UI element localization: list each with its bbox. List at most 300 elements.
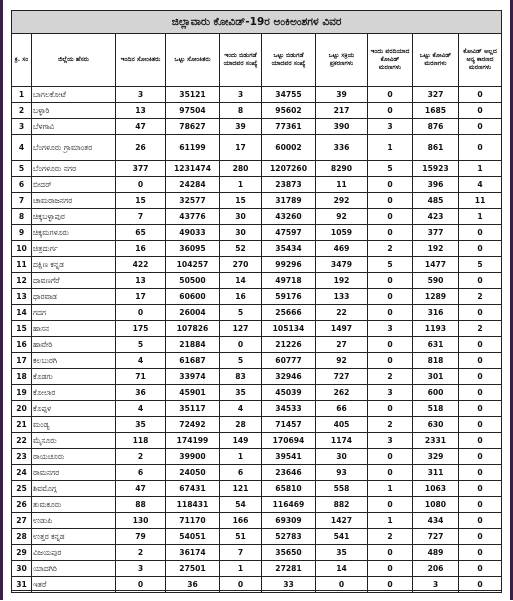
today-discharged-cell: 14 xyxy=(220,273,262,289)
active-cases-cell: 8290 xyxy=(316,161,368,177)
active-cases-cell: 30 xyxy=(316,449,368,465)
today-deaths-cell: 0 xyxy=(368,577,413,593)
today-discharged-cell: 39 xyxy=(220,119,262,135)
district-cell: ಶಿವಮೊಗ್ಗ xyxy=(32,481,116,497)
non-covid-deaths-cell: 0 xyxy=(459,529,502,545)
active-cases-cell: 3479 xyxy=(316,257,368,273)
today-discharged-cell: 0 xyxy=(220,577,262,593)
today-deaths-cell: 2 xyxy=(368,369,413,385)
active-cases-cell: 336 xyxy=(316,135,368,161)
district-cell: ರಾಯಚೂರು xyxy=(32,449,116,465)
non-covid-deaths-cell: 0 xyxy=(459,241,502,257)
total-discharged-cell: 60002 xyxy=(262,135,316,161)
district-cell: ಮೈಸೂರು xyxy=(32,433,116,449)
total-deaths-cell: 590 xyxy=(413,273,459,289)
total-deaths-cell: 206 xyxy=(413,561,459,577)
district-cell: ಚಾಮರಾಜನಗರ xyxy=(32,193,116,209)
active-cases-cell: 192 xyxy=(316,273,368,289)
today-discharged-cell: 16 xyxy=(220,289,262,305)
serial-cell: 28 xyxy=(12,529,32,545)
total-infected-cell: 104257 xyxy=(166,257,220,273)
today-discharged-cell: 8 xyxy=(220,103,262,119)
total-discharged-cell: 35434 xyxy=(262,241,316,257)
serial-cell: 10 xyxy=(12,241,32,257)
table-row xyxy=(12,119,502,135)
total-discharged-cell: 105134 xyxy=(262,321,316,337)
today-deaths-cell: 0 xyxy=(368,103,413,119)
table-row xyxy=(12,481,502,497)
total-infected-cell: 49033 xyxy=(166,225,220,241)
total-discharged-cell: 25666 xyxy=(262,305,316,321)
today-discharged-cell: 4 xyxy=(220,401,262,417)
non-covid-deaths-cell: 0 xyxy=(459,577,502,593)
non-covid-deaths-cell: 0 xyxy=(459,417,502,433)
non-covid-deaths-cell: 0 xyxy=(459,449,502,465)
total-deaths-cell: 316 xyxy=(413,305,459,321)
table-row xyxy=(12,337,502,353)
serial-cell: 23 xyxy=(12,449,32,465)
table-row xyxy=(12,449,502,465)
serial-cell: 21 xyxy=(12,417,32,433)
serial-cell: 16 xyxy=(12,337,32,353)
total-infected-cell: 107826 xyxy=(166,321,220,337)
district-cell: ಕೊಪ್ಪಳ xyxy=(32,401,116,417)
today-discharged-cell: 52 xyxy=(220,241,262,257)
today-infected-cell: 7 xyxy=(116,209,166,225)
district-cell: ಉಡುಪಿ xyxy=(32,513,116,529)
today-deaths-cell: 5 xyxy=(368,257,413,273)
total-deaths-cell: 861 xyxy=(413,135,459,161)
serial-cell: 27 xyxy=(12,513,32,529)
total-infected-cell: 50500 xyxy=(166,273,220,289)
today-deaths-cell: 5 xyxy=(368,161,413,177)
today-discharged-cell: 166 xyxy=(220,513,262,529)
table-row xyxy=(12,193,502,209)
today-deaths-cell: 0 xyxy=(368,209,413,225)
active-cases-cell: 92 xyxy=(316,353,368,369)
header-serial: ಕ್ರ. ಸಂ xyxy=(12,34,32,87)
today-infected-cell: 130 xyxy=(116,513,166,529)
today-deaths-cell: 0 xyxy=(368,337,413,353)
today-infected-cell: 2 xyxy=(116,545,166,561)
total-infected-cell: 36174 xyxy=(166,545,220,561)
today-deaths-cell: 0 xyxy=(368,561,413,577)
serial-cell: 9 xyxy=(12,225,32,241)
non-covid-deaths-cell: 0 xyxy=(459,353,502,369)
district-cell: ಹಾವೇರಿ xyxy=(32,337,116,353)
non-covid-deaths-cell: 11 xyxy=(459,193,502,209)
today-deaths-cell: 0 xyxy=(368,177,413,193)
today-infected-cell: 118 xyxy=(116,433,166,449)
total-deaths-cell: 3 xyxy=(413,577,459,593)
district-cell: ಚಿಕ್ಕಬಳ್ಳಾಪುರ xyxy=(32,209,116,225)
active-cases-cell: 133 xyxy=(316,289,368,305)
serial-cell: 29 xyxy=(12,545,32,561)
total-infected-cell: 174199 xyxy=(166,433,220,449)
header-total-deaths: ಒಟ್ಟು ಕೋವಿಡ್ ಮರಣಗಳು xyxy=(413,34,459,87)
active-cases-cell: 390 xyxy=(316,119,368,135)
total-discharged-cell: 95602 xyxy=(262,103,316,119)
today-infected-cell: 71 xyxy=(116,369,166,385)
total-discharged-cell: 69309 xyxy=(262,513,316,529)
today-discharged-cell: 30 xyxy=(220,209,262,225)
district-cell: ದಕ್ಷಿಣ ಕನ್ನಡ xyxy=(32,257,116,273)
total-infected-cell: 24284 xyxy=(166,177,220,193)
today-deaths-cell: 0 xyxy=(368,353,413,369)
today-discharged-cell: 127 xyxy=(220,321,262,337)
today-discharged-cell: 0 xyxy=(220,337,262,353)
total-deaths-cell: 396 xyxy=(413,177,459,193)
total-deaths-cell: 876 xyxy=(413,119,459,135)
serial-cell: 22 xyxy=(12,433,32,449)
total-discharged-cell: 60777 xyxy=(262,353,316,369)
table-row xyxy=(12,433,502,449)
today-infected-cell: 5 xyxy=(116,337,166,353)
total-deaths-cell: 2331 xyxy=(413,433,459,449)
serial-cell: 7 xyxy=(12,193,32,209)
non-covid-deaths-cell: 0 xyxy=(459,465,502,481)
non-covid-deaths-cell: 0 xyxy=(459,135,502,161)
serial-cell: 4 xyxy=(12,135,32,161)
active-cases-cell: 27 xyxy=(316,337,368,353)
total-discharged-cell: 21226 xyxy=(262,337,316,353)
table-body xyxy=(12,87,502,593)
serial-cell: 19 xyxy=(12,385,32,401)
table-row xyxy=(12,177,502,193)
table-row xyxy=(12,545,502,561)
total-deaths-cell: 15923 xyxy=(413,161,459,177)
today-deaths-cell: 1 xyxy=(368,513,413,529)
table-row xyxy=(12,321,502,337)
non-covid-deaths-cell: 0 xyxy=(459,103,502,119)
today-discharged-cell: 54 xyxy=(220,497,262,513)
district-cell: ಬೀದರ್ xyxy=(32,177,116,193)
today-infected-cell: 88 xyxy=(116,497,166,513)
today-discharged-cell: 30 xyxy=(220,225,262,241)
non-covid-deaths-cell: 0 xyxy=(459,497,502,513)
table-row xyxy=(12,305,502,321)
table-row xyxy=(12,241,502,257)
district-cell: ದಾವಣಗೆರೆ xyxy=(32,273,116,289)
table-row xyxy=(12,513,502,529)
total-infected-cell: 78627 xyxy=(166,119,220,135)
today-infected-cell: 65 xyxy=(116,225,166,241)
total-infected-cell: 61687 xyxy=(166,353,220,369)
total-discharged-cell: 32946 xyxy=(262,369,316,385)
total-infected-cell: 26004 xyxy=(166,305,220,321)
serial-cell: 30 xyxy=(12,561,32,577)
total-discharged-cell: 77361 xyxy=(262,119,316,135)
today-discharged-cell: 121 xyxy=(220,481,262,497)
total-discharged-cell: 45039 xyxy=(262,385,316,401)
today-discharged-cell: 270 xyxy=(220,257,262,273)
active-cases-cell: 0 xyxy=(316,577,368,593)
today-discharged-cell: 28 xyxy=(220,417,262,433)
district-cell: ಧಾರವಾಡ xyxy=(32,289,116,305)
serial-cell: 20 xyxy=(12,401,32,417)
non-covid-deaths-cell: 2 xyxy=(459,321,502,337)
table-row xyxy=(12,497,502,513)
header-district: ಜಿಲ್ಲೆಯ ಹೆಸರು xyxy=(32,34,116,87)
district-cell: ಕಲಬುರಗಿ xyxy=(32,353,116,369)
active-cases-cell: 558 xyxy=(316,481,368,497)
today-discharged-cell: 83 xyxy=(220,369,262,385)
active-cases-cell: 11 xyxy=(316,177,368,193)
non-covid-deaths-cell: 0 xyxy=(459,513,502,529)
today-infected-cell: 0 xyxy=(116,177,166,193)
today-infected-cell: 4 xyxy=(116,353,166,369)
district-cell: ತುಮಕೂರು xyxy=(32,497,116,513)
active-cases-cell: 1059 xyxy=(316,225,368,241)
today-deaths-cell: 2 xyxy=(368,529,413,545)
total-discharged-cell: 43260 xyxy=(262,209,316,225)
non-covid-deaths-cell: 0 xyxy=(459,87,502,103)
district-cell: ಬೆಂಗಳೂರು ನಗರ xyxy=(32,161,116,177)
non-covid-deaths-cell: 0 xyxy=(459,369,502,385)
today-discharged-cell: 1 xyxy=(220,561,262,577)
district-cell: ಬೆಳಗಾವಿ xyxy=(32,119,116,135)
non-covid-deaths-cell: 0 xyxy=(459,385,502,401)
total-deaths-cell: 423 xyxy=(413,209,459,225)
non-covid-deaths-cell: 1 xyxy=(459,161,502,177)
header-total-discharged: ಒಟ್ಟು ಬಿಡುಗಡೆ ಯಾದವರ ಸಂಖ್ಯೆ xyxy=(262,34,316,87)
today-discharged-cell: 280 xyxy=(220,161,262,177)
table-row xyxy=(12,289,502,305)
active-cases-cell: 22 xyxy=(316,305,368,321)
non-covid-deaths-cell: 5 xyxy=(459,257,502,273)
serial-cell: 11 xyxy=(12,257,32,273)
district-cell: ಚಿಕ್ಕಮಗಳೂರು xyxy=(32,225,116,241)
non-covid-deaths-cell: 4 xyxy=(459,177,502,193)
total-deaths-cell: 727 xyxy=(413,529,459,545)
active-cases-cell: 39 xyxy=(316,87,368,103)
active-cases-cell: 1174 xyxy=(316,433,368,449)
cut-off-row xyxy=(11,590,501,601)
active-cases-cell: 882 xyxy=(316,497,368,513)
total-deaths-cell: 1080 xyxy=(413,497,459,513)
table-row xyxy=(12,273,502,289)
total-deaths-cell: 192 xyxy=(413,241,459,257)
active-cases-cell: 217 xyxy=(316,103,368,119)
today-discharged-cell: 1 xyxy=(220,449,262,465)
total-discharged-cell: 39541 xyxy=(262,449,316,465)
non-covid-deaths-cell: 0 xyxy=(459,561,502,577)
total-deaths-cell: 600 xyxy=(413,385,459,401)
today-deaths-cell: 1 xyxy=(368,135,413,161)
serial-cell: 18 xyxy=(12,369,32,385)
total-infected-cell: 1231474 xyxy=(166,161,220,177)
district-cell: ಕೊಡಗು xyxy=(32,369,116,385)
non-covid-deaths-cell: 0 xyxy=(459,481,502,497)
total-discharged-cell: 31789 xyxy=(262,193,316,209)
active-cases-cell: 35 xyxy=(316,545,368,561)
total-deaths-cell: 1063 xyxy=(413,481,459,497)
total-infected-cell: 45901 xyxy=(166,385,220,401)
header-active-cases: ಒಟ್ಟು ಸಕ್ರಿಯ ಪ್ರಕರಣಗಳು xyxy=(316,34,368,87)
today-deaths-cell: 3 xyxy=(368,119,413,135)
today-infected-cell: 13 xyxy=(116,273,166,289)
today-deaths-cell: 0 xyxy=(368,497,413,513)
non-covid-deaths-cell: 2 xyxy=(459,289,502,305)
today-deaths-cell: 3 xyxy=(368,385,413,401)
today-discharged-cell: 5 xyxy=(220,353,262,369)
total-deaths-cell: 327 xyxy=(413,87,459,103)
table-row xyxy=(12,161,502,177)
serial-cell: 25 xyxy=(12,481,32,497)
total-deaths-cell: 1685 xyxy=(413,103,459,119)
total-discharged-cell: 59176 xyxy=(262,289,316,305)
total-discharged-cell: 1207260 xyxy=(262,161,316,177)
today-infected-cell: 4 xyxy=(116,401,166,417)
total-deaths-cell: 485 xyxy=(413,193,459,209)
total-discharged-cell: 34755 xyxy=(262,87,316,103)
district-cell: ಬಳ್ಳಾರಿ xyxy=(32,103,116,119)
header-today-deaths: ಇಂದು ವರದಿಯಾದ ಕೋವಿಡ್ ಮರಣಗಳು xyxy=(368,34,413,87)
table-row xyxy=(12,135,502,161)
serial-cell: 6 xyxy=(12,177,32,193)
total-discharged-cell: 116469 xyxy=(262,497,316,513)
district-cell: ವಿಜಯಪುರ xyxy=(32,545,116,561)
today-discharged-cell: 7 xyxy=(220,545,262,561)
active-cases-cell: 66 xyxy=(316,401,368,417)
total-infected-cell: 67431 xyxy=(166,481,220,497)
total-deaths-cell: 301 xyxy=(413,369,459,385)
total-deaths-cell: 489 xyxy=(413,545,459,561)
table-row xyxy=(12,353,502,369)
district-cell: ಗದಗ xyxy=(32,305,116,321)
today-infected-cell: 0 xyxy=(116,305,166,321)
total-discharged-cell: 47597 xyxy=(262,225,316,241)
table-row xyxy=(12,401,502,417)
district-cell: ಇತರೆ xyxy=(32,577,116,593)
non-covid-deaths-cell: 0 xyxy=(459,225,502,241)
total-discharged-cell: 170694 xyxy=(262,433,316,449)
total-discharged-cell: 34533 xyxy=(262,401,316,417)
today-infected-cell: 0 xyxy=(116,577,166,593)
today-deaths-cell: 0 xyxy=(368,289,413,305)
serial-cell: 8 xyxy=(12,209,32,225)
serial-cell: 31 xyxy=(12,577,32,593)
active-cases-cell: 93 xyxy=(316,465,368,481)
total-infected-cell: 27501 xyxy=(166,561,220,577)
serial-cell: 26 xyxy=(12,497,32,513)
total-deaths-cell: 434 xyxy=(413,513,459,529)
total-deaths-cell: 818 xyxy=(413,353,459,369)
today-infected-cell: 17 xyxy=(116,289,166,305)
non-covid-deaths-cell: 0 xyxy=(459,119,502,135)
active-cases-cell: 541 xyxy=(316,529,368,545)
today-discharged-cell: 5 xyxy=(220,305,262,321)
active-cases-cell: 1427 xyxy=(316,513,368,529)
total-deaths-cell: 377 xyxy=(413,225,459,241)
total-deaths-cell: 1477 xyxy=(413,257,459,273)
today-deaths-cell: 0 xyxy=(368,401,413,417)
table-title: ಜಿಲ್ಲಾವಾರು ಕೋವಿಡ್-19ರ ಅಂಕಿಅಂಶಗಳ ವಿವರ xyxy=(12,11,502,34)
today-discharged-cell: 149 xyxy=(220,433,262,449)
today-infected-cell: 47 xyxy=(116,119,166,135)
total-infected-cell: 35121 xyxy=(166,87,220,103)
serial-cell: 13 xyxy=(12,289,32,305)
today-infected-cell: 3 xyxy=(116,561,166,577)
active-cases-cell: 262 xyxy=(316,385,368,401)
today-infected-cell: 16 xyxy=(116,241,166,257)
serial-cell: 2 xyxy=(12,103,32,119)
today-discharged-cell: 1 xyxy=(220,177,262,193)
active-cases-cell: 469 xyxy=(316,241,368,257)
header-today-discharged: ಇಂದು ಬಿಡುಗಡೆ ಯಾದವರ ಸಂಖ್ಯೆ xyxy=(220,34,262,87)
active-cases-cell: 405 xyxy=(316,417,368,433)
serial-cell: 24 xyxy=(12,465,32,481)
serial-cell: 14 xyxy=(12,305,32,321)
serial-cell: 1 xyxy=(12,87,32,103)
serial-cell: 3 xyxy=(12,119,32,135)
header-today-infected: ಇಂದಿನ ಸೋಂಕಿತರು xyxy=(116,34,166,87)
today-deaths-cell: 0 xyxy=(368,225,413,241)
table-row xyxy=(12,225,502,241)
today-discharged-cell: 3 xyxy=(220,87,262,103)
active-cases-cell: 727 xyxy=(316,369,368,385)
today-deaths-cell: 1 xyxy=(368,481,413,497)
total-deaths-cell: 311 xyxy=(413,465,459,481)
non-covid-deaths-cell: 0 xyxy=(459,545,502,561)
today-deaths-cell: 0 xyxy=(368,193,413,209)
today-deaths-cell: 2 xyxy=(368,417,413,433)
today-infected-cell: 422 xyxy=(116,257,166,273)
serial-cell: 5 xyxy=(12,161,32,177)
total-discharged-cell: 33 xyxy=(262,577,316,593)
today-deaths-cell: 0 xyxy=(368,273,413,289)
total-infected-cell: 61199 xyxy=(166,135,220,161)
active-cases-cell: 92 xyxy=(316,209,368,225)
today-deaths-cell: 0 xyxy=(368,87,413,103)
total-infected-cell: 35117 xyxy=(166,401,220,417)
total-infected-cell: 118431 xyxy=(166,497,220,513)
total-discharged-cell: 23646 xyxy=(262,465,316,481)
today-deaths-cell: 2 xyxy=(368,241,413,257)
today-discharged-cell: 35 xyxy=(220,385,262,401)
table-row xyxy=(12,417,502,433)
district-cell: ಚಿತ್ರದುರ್ಗ xyxy=(32,241,116,257)
total-infected-cell: 24050 xyxy=(166,465,220,481)
total-infected-cell: 71170 xyxy=(166,513,220,529)
today-deaths-cell: 0 xyxy=(368,465,413,481)
total-infected-cell: 43776 xyxy=(166,209,220,225)
active-cases-cell: 1497 xyxy=(316,321,368,337)
total-infected-cell: 36 xyxy=(166,577,220,593)
total-discharged-cell: 65810 xyxy=(262,481,316,497)
total-discharged-cell: 99296 xyxy=(262,257,316,273)
total-infected-cell: 54051 xyxy=(166,529,220,545)
total-discharged-cell: 35650 xyxy=(262,545,316,561)
today-deaths-cell: 3 xyxy=(368,321,413,337)
active-cases-cell: 292 xyxy=(316,193,368,209)
district-cell: ಕೋಲಾರ xyxy=(32,385,116,401)
district-cell: ರಾಮನಗರ xyxy=(32,465,116,481)
today-infected-cell: 377 xyxy=(116,161,166,177)
covid-district-table xyxy=(11,10,502,593)
today-infected-cell: 35 xyxy=(116,417,166,433)
serial-cell: 17 xyxy=(12,353,32,369)
header-non-covid-deaths: ಕೋವಿಡ್ ಅಲ್ಲದ ಅನ್ಯ ಕಾರಣದ ಮರಣಗಳು xyxy=(459,34,502,87)
table-row xyxy=(12,369,502,385)
non-covid-deaths-cell: 0 xyxy=(459,433,502,449)
district-cell: ಉತ್ತರ ಕನ್ನಡ xyxy=(32,529,116,545)
today-infected-cell: 2 xyxy=(116,449,166,465)
total-deaths-cell: 329 xyxy=(413,449,459,465)
total-deaths-cell: 518 xyxy=(413,401,459,417)
non-covid-deaths-cell: 1 xyxy=(459,209,502,225)
district-cell: ಹಾಸನ xyxy=(32,321,116,337)
